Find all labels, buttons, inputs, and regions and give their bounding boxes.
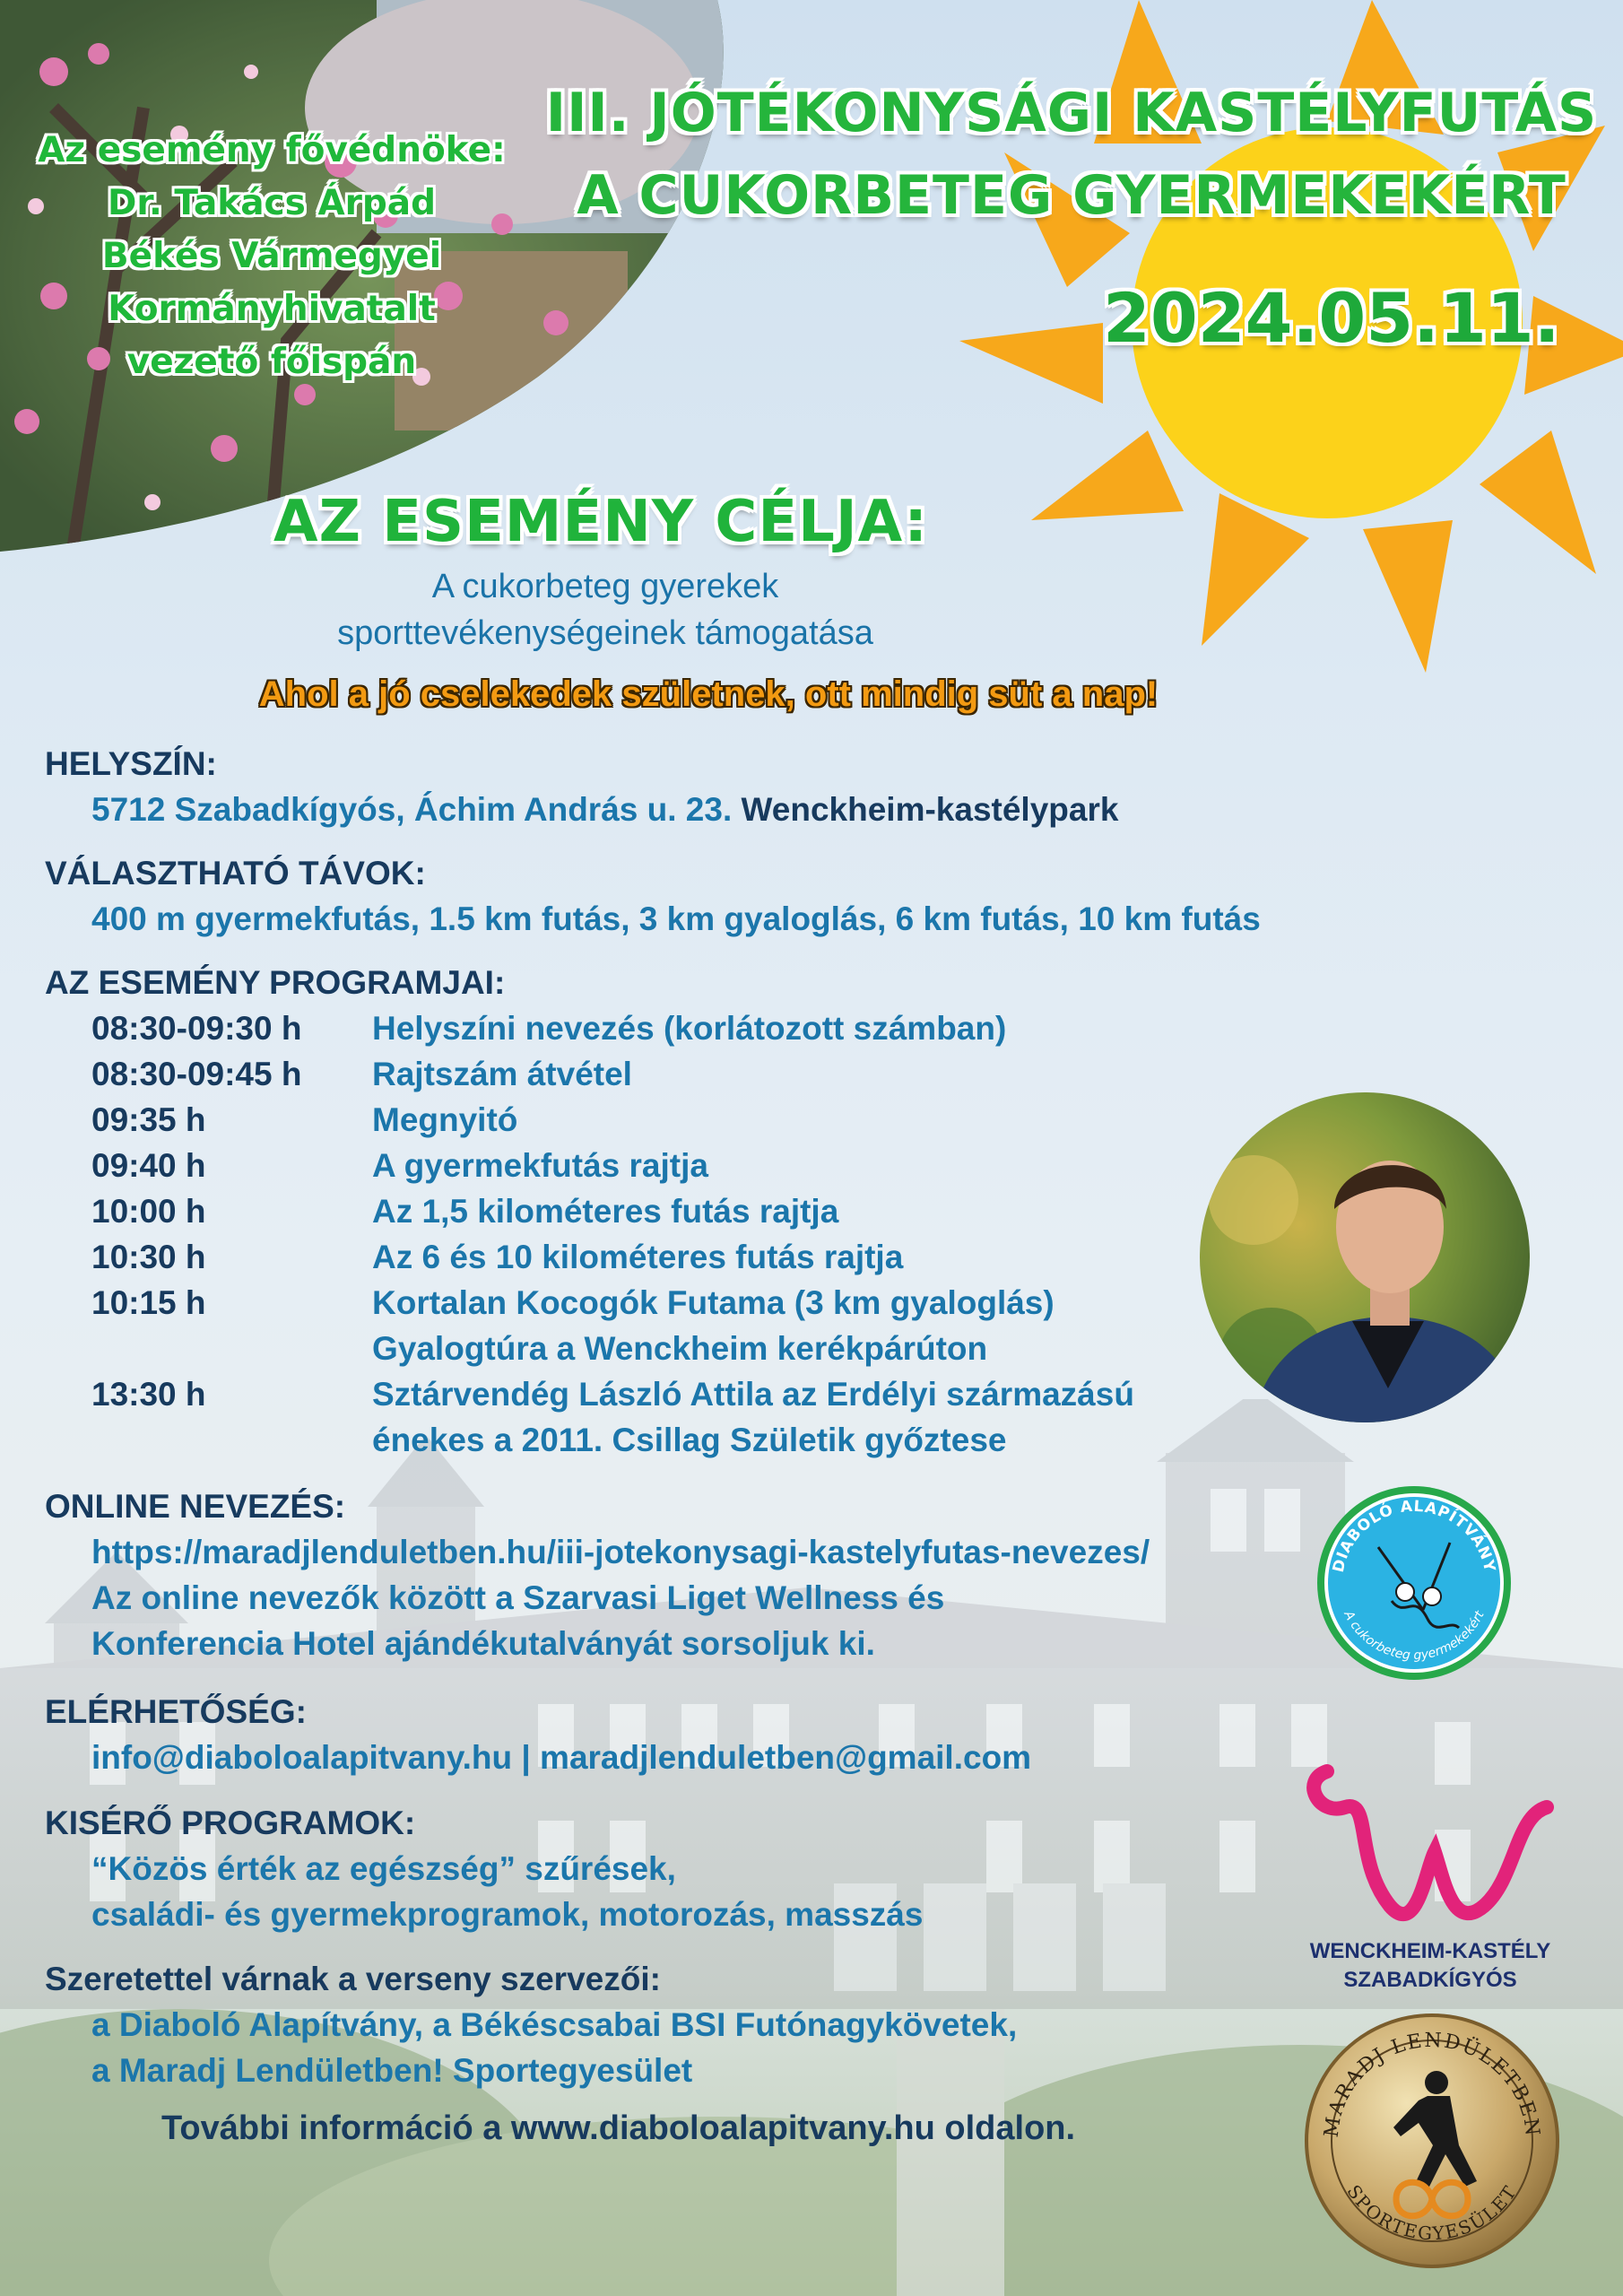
program-activity: Az 6 és 10 kilométeres futás rajtja	[372, 1239, 904, 1275]
program-activity: Gyalogtúra a Wenckheim kerékpárúton	[372, 1330, 988, 1367]
side-programs-line-1: “Közös érték az egészség” szűrések,	[91, 1850, 676, 1887]
program-activity: A gyermekfutás rajtja	[372, 1147, 708, 1184]
online-url-link[interactable]: https://maradjlenduletben.hu/iii-jotekonysagi-kastelyfutas-nevezes/	[91, 1534, 1150, 1570]
organizers-line-1: a Diaboló Alapítvány, a Békéscsabai BSI Futónagykövetek,	[91, 2006, 1018, 2043]
program-activity: Kortalan Kocogók Futama (3 km gyaloglás)	[372, 1284, 1055, 1321]
side-programs-heading: KISÉRŐ PROGRAMOK:	[45, 1805, 416, 1841]
location-section	[45, 741, 1118, 832]
maradj-logo-top-text: MARADJ LENDÜLETBEN	[1320, 2029, 1544, 2139]
location-address: 5712 Szabadkígyós, Áchim András u. 23.	[91, 791, 733, 828]
location-heading: HELYSZÍN:	[45, 745, 217, 782]
program-row	[45, 1371, 1134, 1417]
program-heading: AZ ESEMÉNY PROGRAMJAI:	[45, 964, 506, 1001]
program-time: 09:40 h	[91, 1147, 206, 1184]
more-info-text: További információ a www.diaboloalapitvany.hu oldalon.	[161, 2109, 1076, 2147]
program-activity: Sztárvendég László Attila az Erdélyi származású	[372, 1376, 1134, 1413]
contact-heading: ELÉRHETŐSÉG:	[45, 1693, 307, 1730]
diabolo-foundation-logo	[1315, 1484, 1513, 1682]
online-line-1: Az online nevezők között a Szarvasi Liget Wellness és	[91, 1579, 945, 1616]
maradj-logo-bottom-text: SPORTEGYESÜLET	[1342, 2180, 1522, 2245]
distances-section	[45, 850, 1261, 942]
goal-text	[224, 563, 986, 657]
program-activity: Rajtszám átvétel	[372, 1056, 632, 1092]
location-text	[45, 787, 1118, 832]
goal-heading: AZ ESEMÉNY CÉLJA:	[273, 489, 928, 555]
guest-portrait	[1200, 1092, 1530, 1422]
program-activity: Az 1,5 kilométeres futás rajtja	[372, 1193, 839, 1230]
program-time	[91, 1326, 372, 1371]
program-time: 10:30 h	[91, 1239, 206, 1275]
organizers-section	[45, 1956, 1017, 2093]
organizers-heading: Szeretettel várnak a verseny szervezői:	[45, 1961, 661, 1997]
contact-section	[45, 1689, 1031, 1780]
slogan: Ahol a jó cselekedek születnek, ott mindig süt a nap!	[258, 674, 1159, 714]
program-activity: Megnyitó	[372, 1101, 518, 1138]
diabolo-logo-top-text: DIABOLÓ ALAPÍTVÁNY	[1329, 1497, 1499, 1575]
diabolo-logo-bottom-text: A cukorbeteg gyermekekért	[1341, 1608, 1488, 1664]
distances-heading: VÁLASZTHATÓ TÁVOK:	[45, 855, 426, 891]
patron-block	[16, 124, 527, 388]
distances-text: 400 m gyermekfutás, 1.5 km futás, 3 km gyaloglás, 6 km futás, 10 km futás	[91, 900, 1261, 937]
patron-line: vezető főispán	[126, 342, 417, 382]
wenckheim-logo-label	[1264, 1937, 1596, 1995]
program-row	[45, 1097, 1134, 1143]
program-time: 10:15 h	[91, 1284, 206, 1321]
event-title	[538, 72, 1605, 237]
program-row	[45, 1143, 1134, 1188]
program-activity: Helyszíni nevezés (korlátozott számban)	[372, 1010, 1007, 1047]
online-line-2: Konferencia Hotel ajándékutalványát sorsoljuk ki.	[91, 1625, 875, 1662]
patron-line: Békés Vármegyei	[101, 236, 442, 276]
title-line-1: III. JÓTÉKONYSÁGI KASTÉLYFUTÁS	[545, 82, 1598, 144]
program-row	[45, 1005, 1134, 1051]
program-time: 10:00 h	[91, 1193, 206, 1230]
program-time	[91, 1417, 372, 1463]
patron-line: Az esemény fővédnöke:	[38, 130, 506, 170]
program-row	[45, 1326, 1134, 1371]
wenckheim-label-line-1: WENCKHEIM-KASTÉLY	[1309, 1939, 1551, 1963]
side-programs-section	[45, 1800, 923, 1937]
contact-emails[interactable]: info@diaboloalapitvany.hu | maradjlenduletben@gmail.com	[91, 1739, 1032, 1776]
maradj-lenduletben-logo	[1302, 2011, 1562, 2271]
wenckheim-label-line-2: SZABADKÍGYÓS	[1343, 1968, 1517, 1992]
event-date: 2024.05.11.	[1103, 278, 1560, 358]
patron-line: Kormányhivatalt	[108, 289, 436, 329]
program-time: 13:30 h	[91, 1376, 206, 1413]
program-row	[45, 1280, 1134, 1326]
patron-line: Dr. Takács Árpád	[107, 183, 437, 223]
program-row	[45, 1417, 1134, 1463]
program-activity: énekes a 2011. Csillag Születik győztese	[372, 1422, 1007, 1458]
location-place: Wenckheim-kastélypark	[741, 791, 1119, 828]
program-row	[45, 1051, 1134, 1097]
online-section	[45, 1483, 1150, 1666]
goal-line-2: sporttevékenységeinek támogatása	[337, 614, 873, 652]
goal-line-1: A cukorbeteg gyerekek	[431, 568, 779, 605]
program-time: 08:30-09:45 h	[91, 1056, 302, 1092]
program-time: 08:30-09:30 h	[91, 1010, 302, 1047]
side-programs-line-2: családi- és gyermekprogramok, motorozás, masszás	[91, 1896, 924, 1933]
title-line-2: A CUKORBETEG GYERMEKEKÉRT	[577, 164, 1567, 227]
program-section	[45, 960, 1134, 1463]
organizers-line-2: a Maradj Lendületben! Sportegyesület	[91, 2052, 693, 2089]
program-row	[45, 1188, 1134, 1234]
program-time: 09:35 h	[91, 1101, 206, 1138]
program-row	[45, 1234, 1134, 1280]
online-heading: ONLINE NEVEZÉS:	[45, 1488, 346, 1525]
